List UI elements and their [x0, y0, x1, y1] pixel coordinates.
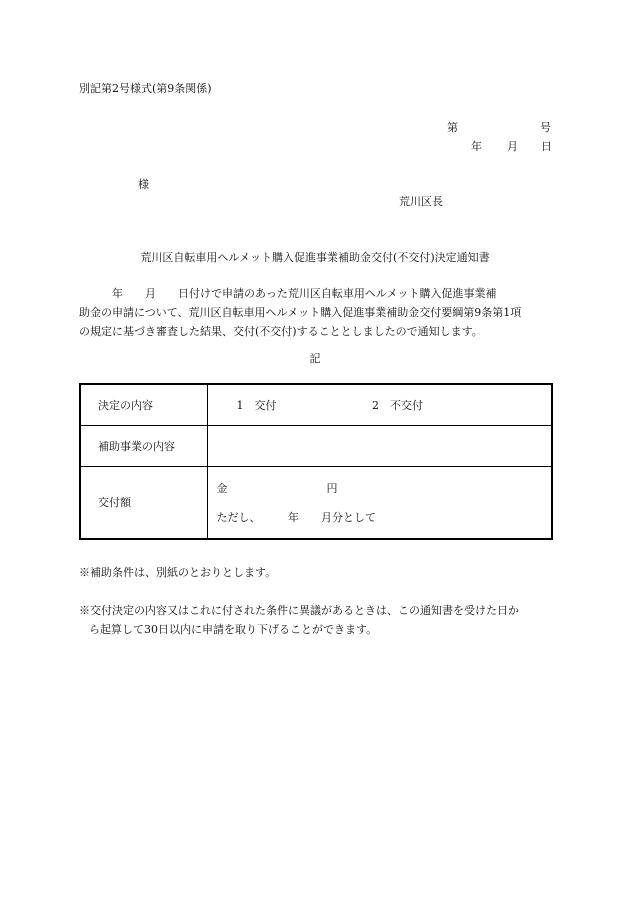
table-row — [80, 466, 552, 539]
note-objection-line-1: ※交付決定の内容又はこれに付された条件に異議があるときは、この通知書を受けた日か — [79, 604, 519, 617]
grant-amount-label: 交付額 — [80, 466, 207, 539]
notice-body — [79, 284, 554, 341]
body-line-3: の規定に基づき審査した結果、交付(不交付)することとしましたので通知します。 — [79, 325, 483, 338]
table-row — [80, 425, 552, 466]
body-line-1: 年 月 日付けで申請のあった荒川区自転車用ヘルメット購入促進事業補 — [79, 287, 497, 300]
note-conditions: ※補助条件は、別紙のとおりとします。 — [79, 566, 277, 579]
note-objection-line-2: ら起算して30日以内に申請を取り下げることができます。 — [89, 623, 378, 636]
note-objection — [79, 601, 559, 639]
project-content-label: 補助事業の内容 — [80, 425, 207, 466]
date-month-label: 月 — [507, 140, 518, 153]
form-number: 別記第2号様式(第9条関係) — [79, 82, 212, 95]
project-content-value — [207, 425, 552, 466]
date-day-label: 日 — [541, 140, 552, 153]
option-no-grant: 2 不交付 — [372, 398, 423, 412]
provision-line: ただし、 年 月分として — [216, 510, 376, 524]
grant-amount-value — [207, 466, 552, 539]
document-title: 荒川区自転車用ヘルメット購入促進事業補助金交付(不交付)決定通知書 — [140, 251, 490, 264]
date-year-label: 年 — [471, 140, 482, 153]
option-grant: 1 交付 — [236, 398, 277, 412]
decision-content-label: 決定の内容 — [80, 384, 207, 425]
ki-heading: 記 — [309, 352, 321, 365]
decision-table — [79, 383, 553, 540]
addressee-honorific: 様 — [138, 178, 149, 191]
document-number-suffix: 号 — [540, 121, 551, 134]
table-row — [80, 384, 552, 425]
body-line-2: 助金の申請について、荒川区自転車用ヘルメット購入促進事業補助金交付要綱第9条第1項 — [79, 306, 522, 319]
issuer-name: 荒川区長 — [399, 195, 443, 208]
amount-line: 金 円 — [216, 481, 338, 495]
document-number-prefix: 第 — [447, 121, 458, 134]
decision-content-value — [207, 384, 552, 425]
